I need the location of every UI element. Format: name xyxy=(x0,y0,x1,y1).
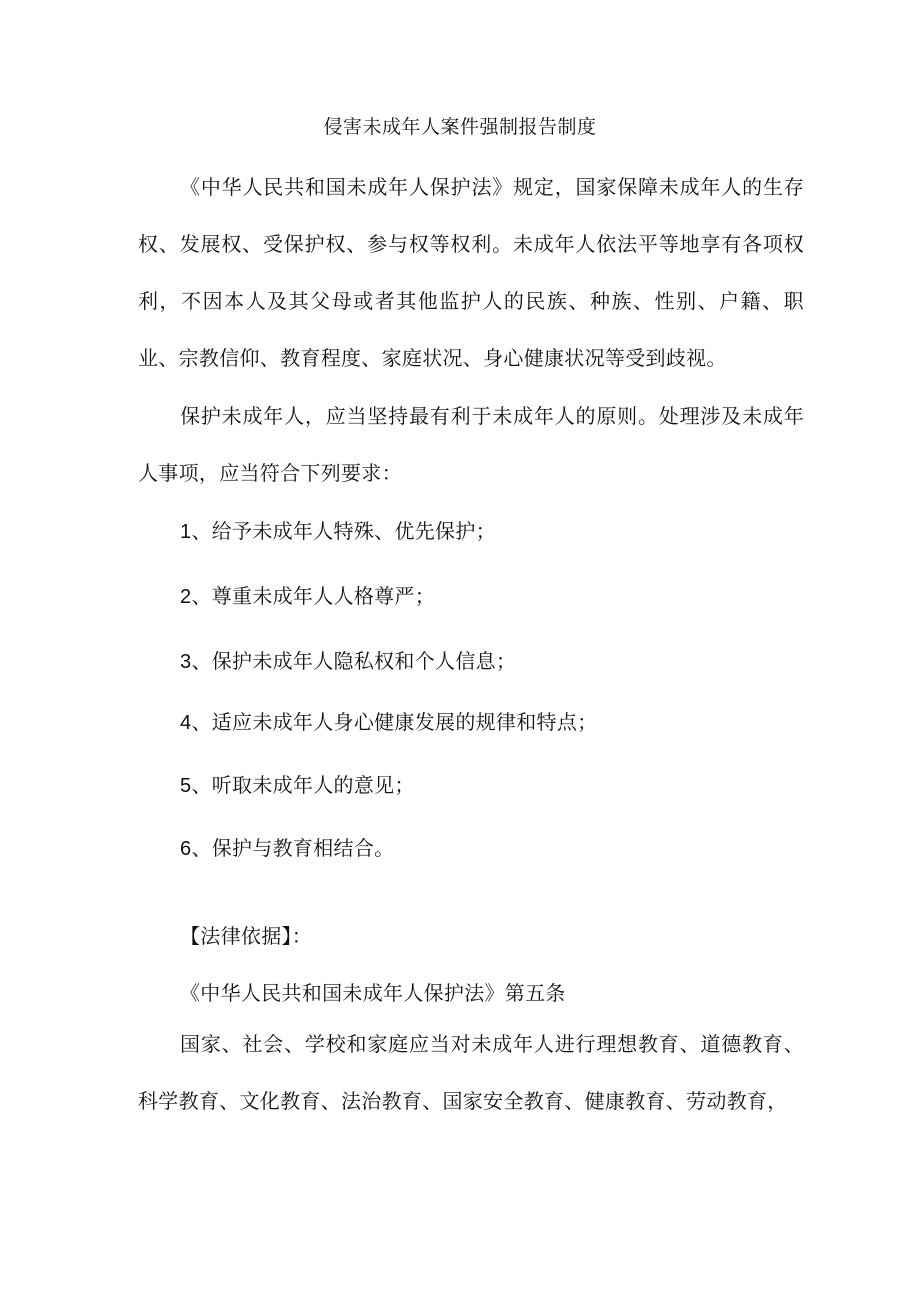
list-item-text: 、适应未成年人身心健康发展的规律和特点； xyxy=(191,710,598,734)
list-item-number: 4 xyxy=(180,712,192,734)
list-item-text: 、听取未成年人的意见； xyxy=(191,773,415,797)
legal-basis-heading: 【法律依据】： xyxy=(180,924,313,948)
list-item-text: 、保护未成年人隐私权和个人信息； xyxy=(191,649,517,673)
list-item-text: 、尊重未成年人人格尊严； xyxy=(191,584,436,608)
list-item-text: 、给予未成年人特殊、优先保护； xyxy=(191,519,496,543)
law-article-reference: 《中华人民共和国未成年人保护法》第五条 xyxy=(180,981,566,1005)
list-item xyxy=(180,516,496,547)
list-item xyxy=(180,581,435,612)
paragraph-rights: 《中华人民共和国未成年人保护法》规定，国家保障未成年人的生存权、发展权、受保护权、参与权等权利。未成年人依法平等地享有各项权利，不因本人及其父母或者其他监护人的民族、种族、性别、户籍、职业、宗教信仰、教育程度、家庭状况、身心健康状况等受到歧视。 xyxy=(138,175,804,370)
list-item xyxy=(180,833,394,864)
list-item-number: 2 xyxy=(180,586,192,608)
list-item-number: 6 xyxy=(180,838,192,860)
paragraph-education: 国家、社会、学校和家庭应当对未成年人进行理想教育、道德教育、科学教育、文化教育、法治教育、国家安全教育、健康教育、劳动教育， xyxy=(138,1032,804,1113)
list-item xyxy=(180,646,516,677)
list-item-number: 5 xyxy=(180,775,192,797)
list-item-number: 1 xyxy=(180,521,192,543)
list-item-text: 、保护与教育相结合。 xyxy=(191,836,395,860)
paragraph-principle: 保护未成年人，应当坚持最有利于未成年人的原则。处理涉及未成年人事项，应当符合下列要求： xyxy=(138,404,804,485)
list-item xyxy=(180,707,597,738)
list-item xyxy=(180,770,415,801)
list-item-number: 3 xyxy=(180,651,192,673)
document-title: 侵害未成年人案件强制报告制度 xyxy=(323,116,597,138)
